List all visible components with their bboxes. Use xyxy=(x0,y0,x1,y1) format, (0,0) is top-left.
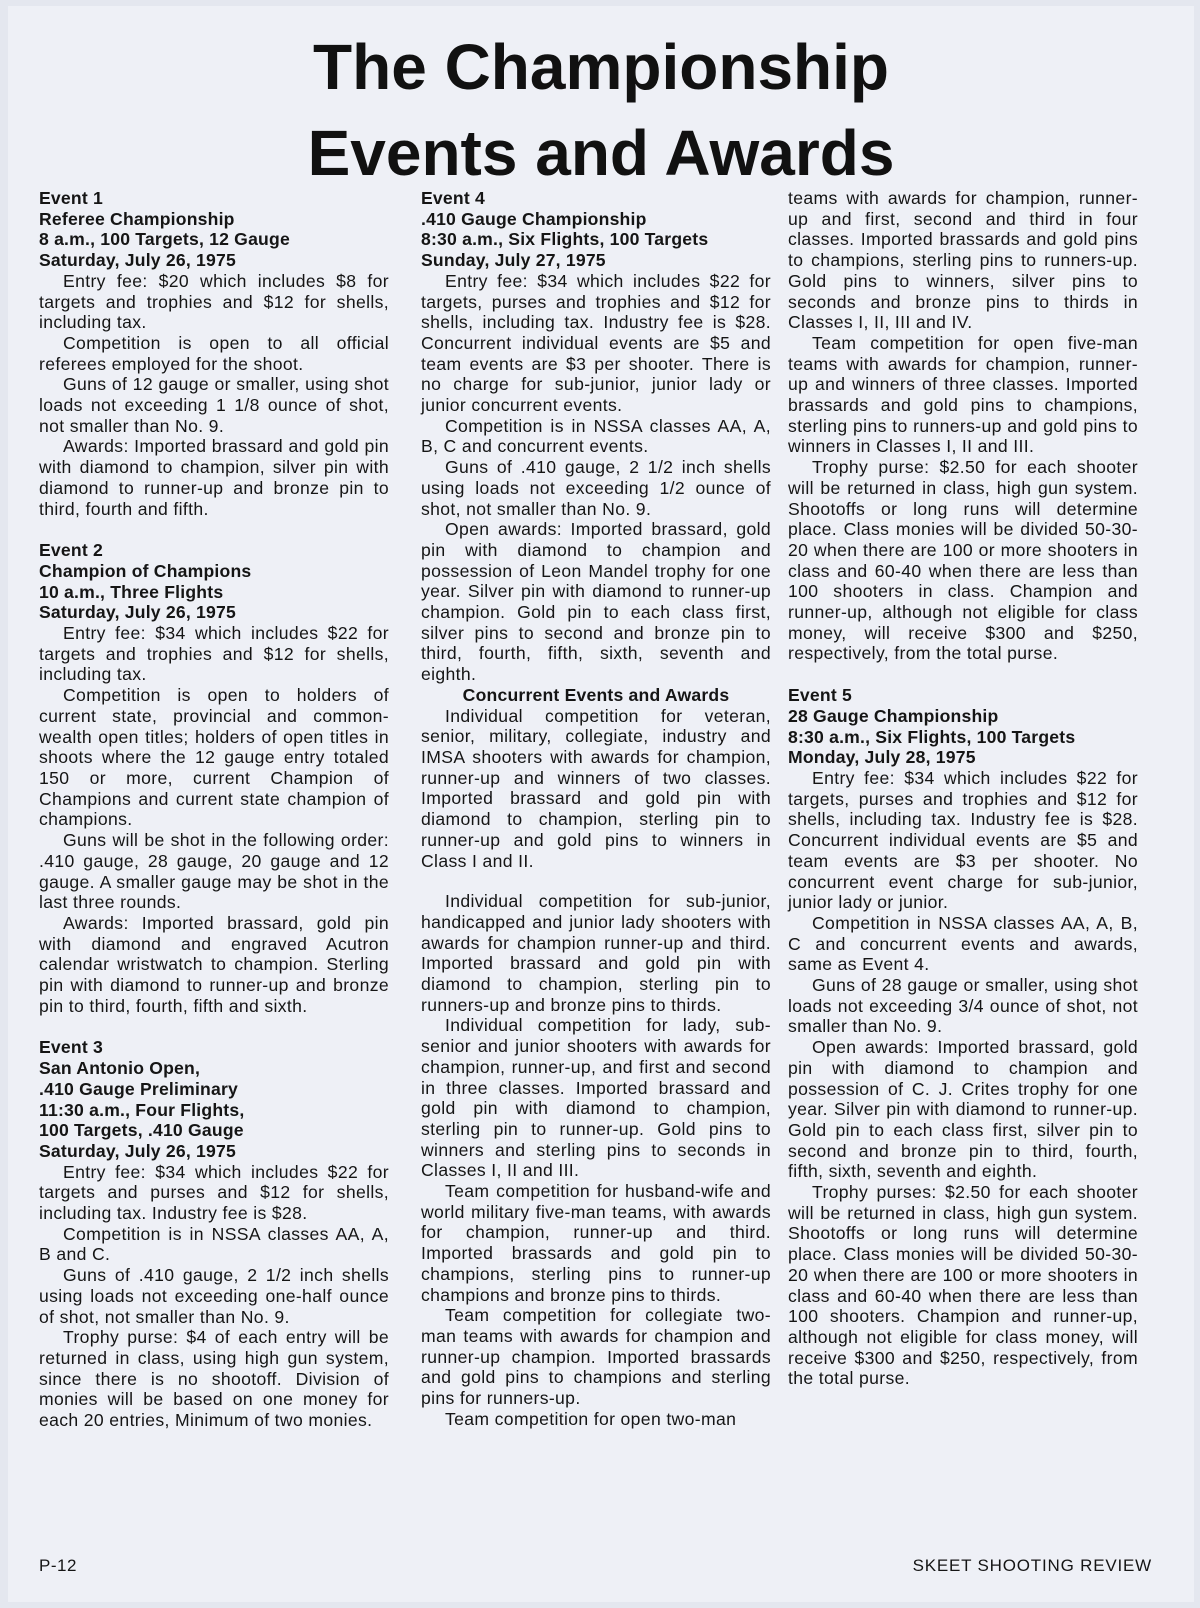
event-subtitle: .410 Gauge Preliminary xyxy=(39,1078,239,1099)
event-title: .410 Gauge Championship xyxy=(421,208,647,229)
event-1 xyxy=(39,188,389,519)
paragraph: Entry fee: $34 which includes $22 for targets, purses and trophies and $12 for shells, including tax. Industry fee is $28. Concurrent individual events are $5 and team events are $3 per shooter. There is no charge for sub-junior, junior lady or junior concurrent events. xyxy=(421,270,771,416)
event-targets: 100 Targets, .410 Gauge xyxy=(39,1120,244,1141)
paragraph: Guns of .410 gauge, 2 1/2 inch shells using loads not exceeding 1/2 ounce of shot, not smaller than No. 9. xyxy=(421,457,771,519)
event-date: Saturday, July 26, 1975 xyxy=(39,250,236,271)
paragraph: Team competition for open five-man teams with awards for champion, runner-up and winners of three classes. Imported brassards and gold pins to champions, sterling pins to runners-up and gold pins to winners in Classes I, II and III. xyxy=(788,332,1138,457)
paragraph: Trophy purses: $2.50 for each shooter will be returned in class, high gun system. Shootoffs or long runs will determine place. Class monies will be divided 50-30-20 when there are 100 or more shooters in class and 60-40 when there are less than 100 shooters. Champion and runner-up, although not eligible for class money, will receive $300 and $250, respectively, from the total purse. xyxy=(788,1182,1138,1389)
paragraph: Guns of 12 gauge or smaller, using shot loads not exceeding 1 1/8 ounce of shot, not smaller than No. 9. xyxy=(39,374,389,436)
title-line-1: The Championship xyxy=(313,31,889,103)
paragraph: Entry fee: $34 which includes $22 for targets, purses and trophies and $12 for shells, including tax. Industry fee is $28. Concurrent individual events are $5 and team events are $3 per shooter. No concurrent event charge for sub-junior, junior lady or junior. xyxy=(788,767,1138,913)
event-2 xyxy=(39,540,389,1016)
event-title: San Antonio Open, xyxy=(39,1058,201,1079)
paragraph: Competition is in NSSA classes AA, A, B, C and concurrent events. xyxy=(421,415,771,457)
paragraph: Individual competition for veteran, senior, military, collegiate, industry and IMSA shooters with awards for champion, runner-up and winners of two classes. Imported brassard and gold pin with diamond to champion, sterling pin to runner-up and gold pins to winners in Class I and II. xyxy=(421,705,771,871)
paragraph: Competition is in NSSA classes AA, A, B and C. xyxy=(39,1223,389,1265)
paragraph: Competition is open to all official referees employed for the shoot. xyxy=(39,332,389,374)
paragraph: Guns will be shot in the following order: .410 gauge, 28 gauge, 20 gauge and 12 gauge. A smaller gauge may be shot in the last three rounds. xyxy=(39,830,389,913)
paragraph: Entry fee: $34 which includes $22 for targets and trophies and $12 for shells, including tax. xyxy=(39,623,389,685)
paragraph-gap xyxy=(421,871,771,891)
event-number: Event 2 xyxy=(39,540,103,561)
page-number: P-12 xyxy=(39,1556,77,1575)
column-2 xyxy=(421,188,771,1429)
section-subheading: Concurrent Events and Awards xyxy=(462,684,730,705)
column-1 xyxy=(39,188,389,1431)
event-number: Event 5 xyxy=(788,685,852,706)
event-time: 10 a.m., Three Flights xyxy=(39,581,224,602)
paragraph: Entry fee: $20 which includes $8 for targets and trophies and $12 for shells, including tax. xyxy=(39,270,389,333)
paragraph: Trophy purse: $2.50 for each shooter will be returned in class, high gun system. Shootoffs or long runs will determine place. Class monies will be divided 50-30-20 when there are 100 or more shooters in class and 60-40 when there are less than 100 shooters in class. Champion and runner-up, although not eligible for class money, will receive $300 and $250, respectively, from the total purse. xyxy=(788,457,1138,664)
event-date: Saturday, July 26, 1975 xyxy=(39,1140,236,1161)
event-4 xyxy=(421,188,771,685)
event-date: Saturday, July 26, 1975 xyxy=(39,602,236,623)
event-number: Event 4 xyxy=(421,188,485,208)
paragraph: Competition is open to holders of current state, provincial and common-wealth open titles; holders of open titles in shoots where the 12 gauge entry totaled 150 or more, current Champion of Champions and current state champion of champions. xyxy=(39,685,389,830)
event-time: 11:30 a.m., Four Flights, xyxy=(39,1099,245,1120)
event-time: 8:30 a.m., Six Flights, 100 Targets xyxy=(788,726,1076,747)
paragraph: Individual competition for sub-junior, handicapped and junior lady shooters with awards for champion runner-up and third. Imported brassard and gold pin with diamond to champion, sterling pin to runners-up and bronze pins to thirds. xyxy=(421,891,771,1015)
paragraph-continued: teams with awards for champion, runner-up and first, second and third in four classes. Imported brassards and gold pins to champions, sterling pins to runners-up. Gold pins to winners, silver pins to seconds and bronze pins to thirds in Classes I, II, III and IV. xyxy=(788,188,1138,333)
column-3 xyxy=(788,188,1138,1389)
paragraph: Team competition for collegiate two-man teams with awards for champion and runner-up champion. Imported brassards and gold pins to champions and sterling pins for runners-up. xyxy=(421,1305,771,1409)
paragraph: Open awards: Imported brassard, gold pin with diamond to champion and possession of C. J. Crites trophy for one year. Silver pin with diamond to runner-up. Gold pin to each class first, silver pin to second and bronze pin to third, fourth, fifth, sixth, seventh and eighth. xyxy=(788,1037,1138,1182)
paragraph: Competition in NSSA classes AA, A, B, C and concurrent events and awards, same as Event 4. xyxy=(788,912,1138,975)
paragraph: Awards: Imported brassard, gold pin with diamond and engraved Acutron calendar wristwatch to champion. Sterling pin with diamond to runner-up and bronze pin to third, fourth, fifth and sixth. xyxy=(39,912,389,1016)
paragraph: Guns of 28 gauge or smaller, using shot loads not exceeding 3/4 ounce of shot, not smaller than No. 9. xyxy=(788,975,1138,1037)
event-date: Monday, July 28, 1975 xyxy=(788,747,976,768)
paragraph: Team competition for husband-wife and world military five-man teams, with awards for champion, runner-up and third. Imported brassards and gold pin to champions, sterling pins to runner-up champions and bronze pins to thirds. xyxy=(421,1181,771,1305)
event-5 xyxy=(788,685,1138,1389)
event-number: Event 1 xyxy=(39,188,103,208)
event-title: Referee Championship xyxy=(39,208,235,229)
paragraph: Awards: Imported brassard and gold pin with diamond to champion, silver pin with diamond to runner-up and bronze pin to third, fourth and fifth. xyxy=(39,436,389,519)
paragraph: Trophy purse: $4 of each entry will be returned in class, using high gun system, since there is no shootoff. Division of monies will be based on one money for each 20 entries, Minimum of two monies. xyxy=(39,1327,389,1431)
event-title: 28 Gauge Championship xyxy=(788,705,999,726)
title-line-2: Events and Awards xyxy=(307,117,895,189)
paragraph: Guns of .410 gauge, 2 1/2 inch shells using loads not exceeding one-half ounce of shot, not smaller than No. 9. xyxy=(39,1265,389,1327)
publication-name: SKEET SHOOTING REVIEW xyxy=(912,1556,1152,1575)
event-3 xyxy=(39,1037,389,1430)
event-title: Champion of Champions xyxy=(39,560,252,581)
magazine-page xyxy=(8,6,1194,1602)
event-time: 8:30 a.m., Six Flights, 100 Targets xyxy=(421,229,709,250)
paragraph: Individual competition for lady, sub-senior and junior shooters with awards for champion, runner-up, and first and second in three classes. Imported brassard and gold pin with diamond to champion, sterling pin to runner-up. Gold pins to winners and sterling pins to seconds in Classes I, II and III. xyxy=(421,1015,771,1181)
event-date: Sunday, July 27, 1975 xyxy=(421,250,606,271)
paragraph: Open awards: Imported brassard, gold pin with diamond to champion and possession of Leon Mandel trophy for one year. Silver pin with diamond to runner-up champion. Gold pin to each class first, silver pins to second and bronze pin to third, fourth, fifth, sixth, seventh and eighth. xyxy=(421,519,771,685)
paragraph: Entry fee: $34 which includes $22 for targets and purses and $12 for shells, including tax. Industry fee is $28. xyxy=(39,1161,389,1224)
event-time: 8 a.m., 100 Targets, 12 Gauge xyxy=(39,229,290,250)
page-title xyxy=(8,24,1194,196)
paragraph: Team competition for open two-man xyxy=(445,1408,737,1429)
event-number: Event 3 xyxy=(39,1037,103,1058)
